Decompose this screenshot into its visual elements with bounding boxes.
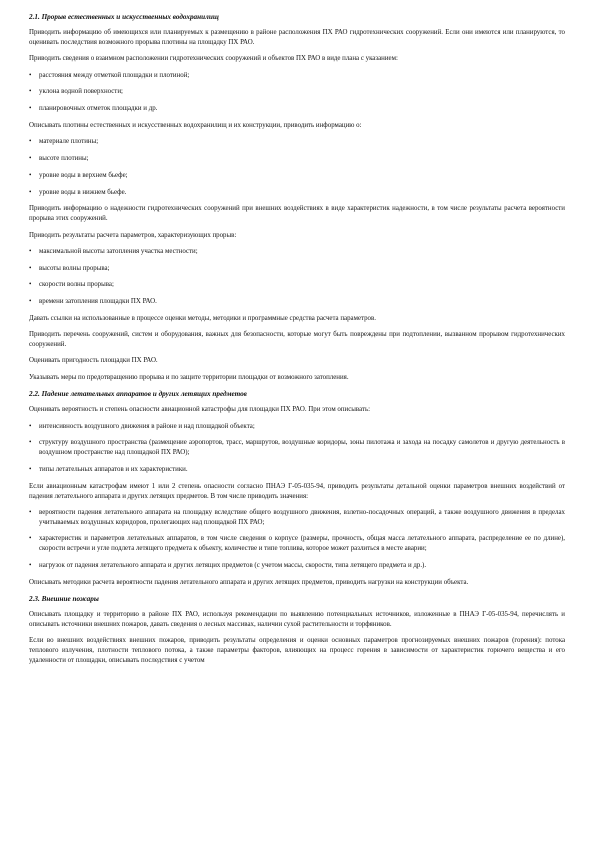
section-heading-dam-breach: 2.1. Прорыв естественных и искусственных водохранилищ	[29, 13, 219, 21]
list-item: • вероятности падения летательного аппарата на площадку вследствие общего воздушного движения, взлетно-посадочных операций, а также воздушного движения в пределах учитываемых воздушных коридоров, пролегающих над площадкой ПХ РАО;	[29, 508, 565, 526]
bullet-icon: •	[29, 88, 32, 96]
bullet-icon: •	[29, 155, 32, 163]
document-page	[29, 12, 565, 672]
bullet-icon: •	[29, 465, 32, 473]
list-item: • времени затопления площадки ПХ РАО.	[29, 298, 157, 306]
paragraph: Давать ссылки на использованные в процессе оценки методы, методики и программные средства расчета параметров.	[29, 315, 376, 323]
list-item: • уровне воды в верхнем бьефе;	[29, 171, 128, 179]
paragraph: Описывать плотины естественных и искусственных водохранилищ и их конструкции, приводить информацию о:	[29, 122, 362, 129]
paragraph: Приводить сведения о взаимном расположении гидротехнических сооружений и объектов ПХ РАО в виде плана с указанием:	[29, 55, 398, 63]
bullet-icon: •	[29, 71, 32, 79]
list-item: • высоте плотины;	[29, 155, 89, 163]
bullet-icon: •	[29, 508, 32, 516]
bullet-icon: •	[29, 562, 32, 570]
list-item: • структуру воздушного пространства (размещение аэропортов, трасс, маршрутов, воздушные коридоры, зоны пилотажа и захода на посадку самолетов и другую деятельность в воздушном пространстве над площадкой ПХ РАО);	[29, 439, 565, 457]
bullet-icon: •	[29, 298, 32, 306]
paragraph: Приводить информацию о надежности гидротехнических сооружений при внешних воздействиях в виде характеристик надежности, в том числе результаты расчета вероятности прорыва этих сооружений.	[29, 205, 565, 223]
list-item: • расстояния между отметкой площадки и плотиной;	[29, 71, 190, 79]
list-item: • характеристик и параметров летательных аппаратов, в том числе сведения о корпусе (размеры, прочность, общая масса летательного аппарата, распределение ее по длине), скорости встречи и угле подлета летящего предмета к объекту, количестве и типе топлива, которое может разлиться в месте аварии;	[29, 535, 565, 553]
list-item: • уклона водной поверхности;	[29, 88, 123, 96]
paragraph: Приводить результаты расчета параметров, характеризующих прорыв:	[29, 231, 237, 239]
list-item: • планировочных отметок площадки и др.	[29, 105, 158, 113]
bullet-icon: •	[29, 171, 32, 179]
paragraph: Приводить перечень сооружений, систем и оборудования, важных для безопасности, которые могут быть повреждены при подтоплении, вызванном прорывом гидротехнических сооружений.	[29, 331, 565, 349]
paragraph: Описывать методики расчета вероятности падения летательного аппарата и других летящих предметов, приводить нагрузки на конструкции объекта.	[29, 578, 469, 586]
list-item: • интенсивность воздушного движения в районе и над площадкой объекта;	[29, 422, 255, 430]
list-item: • скорости волны прорыва;	[29, 281, 114, 289]
list-item: • уровне воды в нижнем бьефе.	[29, 188, 127, 196]
list-item: • максимальной высоты затопления участка местности;	[29, 247, 198, 255]
list-item: • нагрузок от падения летательного аппарата и других летящих предметов (с учетом массы, скорости, типа летящего предмета и др.).	[29, 562, 427, 570]
bullet-icon: •	[29, 105, 32, 113]
paragraph: Приводить информацию об имеющихся или планируемых к размещению в районе расположения ПХ РАО гидротехнических сооружений. Если они имеются или планируются, то оценивать последствия возможного прорыва плотины на площадку ПХ РАО.	[29, 29, 565, 47]
list-item: • высоты волны прорыва;	[29, 264, 110, 272]
bullet-icon: •	[29, 264, 32, 272]
bullet-icon: •	[29, 439, 32, 447]
paragraph: Если во внешних воздействиях внешних пожаров, приводить результаты определения и оценки основных параметров прогнозируемых внешних пожаров (горения): потока теплового излучения, плотности теплового потока, а также параметры факторов, влияющих на процесс горения в зависимости от характеристик горючего вещества и его удаленности от площадки, описывать последствия с учетом	[29, 637, 565, 665]
paragraph: Если авиационным катастрофам имеют 1 или 2 степень опасности согласно ПНАЭ Г-05-035-94, приводить результаты детальной оценки параметров внешних воздействий от падения летательного аппарата и других летящих предметов. В том числе приводить значения:	[29, 482, 565, 500]
paragraph: Оценивать пригодность площадки ПХ РАО.	[29, 357, 158, 365]
bullet-icon: •	[29, 138, 32, 146]
paragraph: Указывать меры по предотвращению прорыва и по защите территории площадки от возможного затопления.	[29, 373, 349, 381]
section-heading-external-fires: 2.3. Внешние пожары	[29, 595, 99, 604]
bullet-icon: •	[29, 535, 32, 543]
paragraph: Оценивать вероятность и степень опасности авиационной катастрофы для площадки ПХ РАО. При этом описывать:	[29, 406, 371, 414]
bullet-icon: •	[29, 281, 32, 289]
bullet-icon: •	[29, 188, 32, 196]
list-item: • материале плотины;	[29, 138, 99, 146]
bullet-icon: •	[29, 247, 32, 255]
bullet-icon: •	[29, 422, 32, 430]
section-heading-aircraft-crash: 2.2. Падение летательных аппаратов и других летящих предметов	[29, 390, 247, 399]
list-item: • типы летательных аппаратов и их характеристики.	[29, 465, 188, 473]
paragraph: Описывать площадку и территорию в районе ПХ РАО, используя рекомендации по выявлению потенциальных источников, изложенные в ПНАЭ Г-05-035-94, перечислять и описывать источники внешних пожаров, давать сведения о лесных массивах, наличии сухой растительности и торфяников.	[29, 611, 565, 629]
